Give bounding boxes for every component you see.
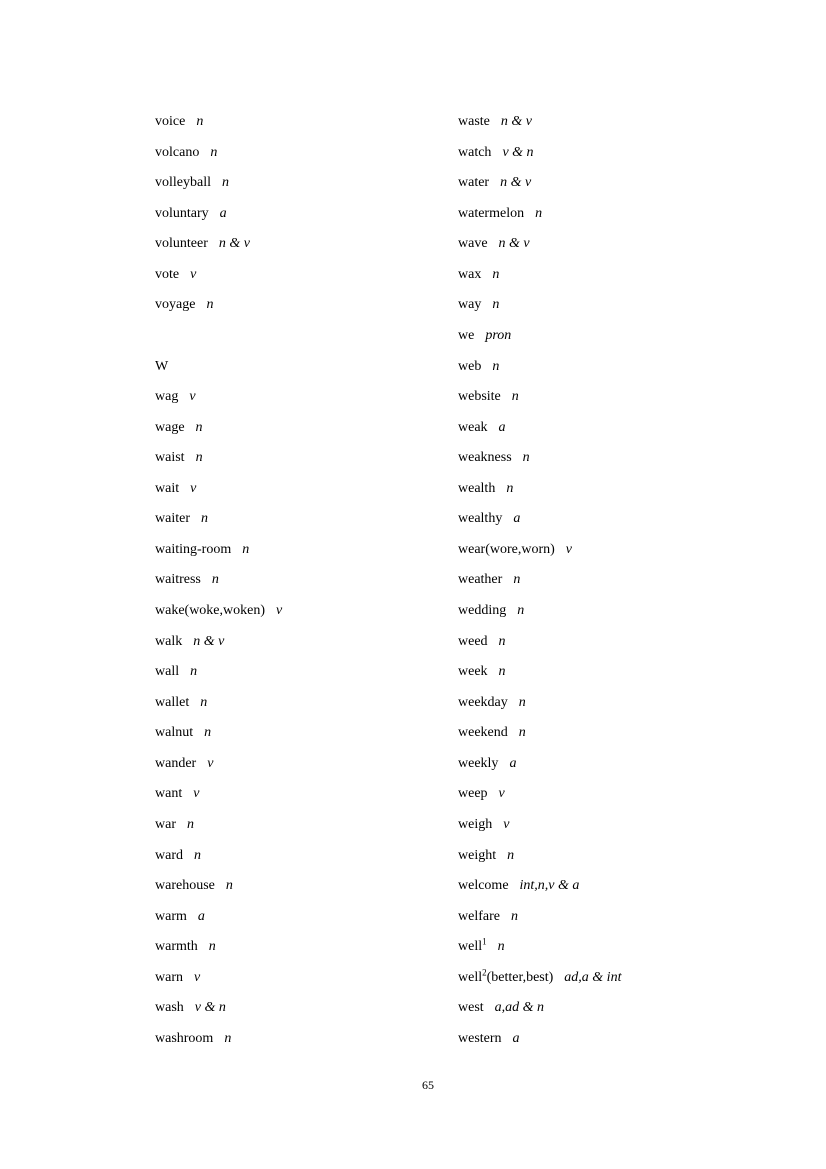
- word-entry: [458, 290, 621, 321]
- entry-word: ward: [155, 847, 183, 863]
- entry-part-of-speech: a: [498, 419, 506, 435]
- entry-part-of-speech: v: [190, 480, 197, 496]
- entry-part-of-speech: n: [535, 205, 543, 221]
- entry-part-of-speech: n: [204, 725, 212, 741]
- word-entry: [155, 443, 282, 474]
- word-entry: [155, 627, 282, 658]
- word-entry: [458, 565, 621, 596]
- entry-word: war: [155, 816, 176, 832]
- entry-part-of-speech: v & n: [502, 144, 534, 160]
- entry-part-of-speech: n: [200, 694, 208, 710]
- entry-part-of-speech: n: [211, 572, 219, 588]
- entry-word: warn: [155, 969, 183, 985]
- entry-part-of-speech: a: [512, 1030, 520, 1046]
- entry-part-of-speech: n & v: [500, 175, 532, 191]
- entry-word: watermelon: [458, 205, 525, 221]
- word-entry: [458, 902, 621, 933]
- entry-word: wash: [155, 1000, 184, 1016]
- word-entry: [155, 229, 282, 260]
- entry-word: water: [458, 175, 490, 191]
- entry-part-of-speech: n: [513, 572, 521, 588]
- page-number: 65: [422, 1078, 434, 1092]
- entry-part-of-speech: n: [187, 816, 194, 832]
- entry-word: wake(woke,woken): [155, 603, 266, 618]
- entry-part-of-speech: v: [498, 786, 505, 802]
- word-entry: [458, 260, 621, 291]
- entry-word: walk: [155, 633, 183, 649]
- entry-part-of-speech: n: [224, 1030, 232, 1046]
- entry-part-of-speech: n & v: [193, 633, 225, 649]
- entry-word: waiting-room: [155, 541, 232, 557]
- entry-word: weekly: [458, 755, 499, 771]
- word-entry: [155, 260, 282, 291]
- word-entry: [458, 871, 621, 902]
- entry-part-of-speech: n: [492, 358, 500, 374]
- word-entry: [458, 321, 621, 352]
- homograph-number: 2: [482, 967, 487, 978]
- entry-part-of-speech: n: [498, 633, 506, 649]
- entry-word: walnut: [155, 725, 194, 741]
- word-entry: [155, 290, 282, 321]
- entry-word: washroom: [155, 1030, 214, 1046]
- entry-word: volleyball: [155, 175, 211, 191]
- entry-part-of-speech: n: [517, 603, 525, 618]
- word-entry: [155, 993, 282, 1024]
- entry-part-of-speech: n: [225, 878, 233, 894]
- entry-part-of-speech: n: [200, 511, 208, 527]
- entry-part-of-speech: a: [197, 908, 205, 924]
- entry-word: want: [155, 786, 183, 802]
- section-letter: W: [155, 358, 169, 374]
- right-column: [458, 107, 621, 1054]
- entry-word: vote: [155, 266, 180, 282]
- entry-word: web: [458, 358, 482, 374]
- entry-word: weakness: [458, 450, 512, 466]
- entry-part-of-speech: v: [503, 816, 510, 832]
- entry-part-of-speech: v: [189, 389, 196, 405]
- word-entry: [458, 382, 621, 413]
- entry-word: we: [458, 327, 475, 343]
- entry-part-of-speech: n: [506, 480, 514, 496]
- word-entry: [458, 1024, 621, 1055]
- entry-part-of-speech: n: [522, 450, 530, 466]
- entry-word: warehouse: [155, 878, 215, 894]
- entry-word: weep: [458, 786, 488, 802]
- entry-word: welcome: [458, 878, 509, 894]
- entry-word: voice: [155, 114, 186, 129]
- entry-word: week: [458, 664, 488, 680]
- entry-word: wealth: [458, 480, 496, 496]
- word-entry: [458, 413, 621, 444]
- entry-part-of-speech: n: [498, 664, 506, 680]
- entry-word: warmth: [155, 939, 198, 955]
- entry-part-of-speech: v: [194, 969, 201, 985]
- entry-word: western: [458, 1030, 502, 1046]
- word-entry: [155, 688, 282, 719]
- word-entry: [458, 657, 621, 688]
- entry-part-of-speech: n: [497, 939, 505, 955]
- word-entry: [155, 596, 282, 627]
- entry-part-of-speech: v: [207, 755, 214, 771]
- word-entry: [458, 138, 621, 169]
- entry-word: website: [458, 389, 501, 405]
- entry-part-of-speech: n & v: [218, 236, 250, 252]
- entry-word: west: [458, 1000, 484, 1016]
- entry-part-of-speech: n: [507, 847, 515, 863]
- entry-word: wage: [155, 419, 185, 435]
- entry-part-of-speech: n: [190, 664, 198, 680]
- homograph-number: 1: [482, 936, 487, 947]
- entry-word: volunteer: [155, 236, 208, 252]
- word-entry: [458, 504, 621, 535]
- entry-word: waiter: [155, 511, 190, 527]
- word-entry: [155, 535, 282, 566]
- entry-word: wall: [155, 664, 180, 680]
- entry-word: weight: [458, 847, 497, 863]
- entry-word: welfare: [458, 908, 500, 924]
- entry-part-of-speech: ad,a & int: [564, 969, 622, 985]
- entry-part-of-speech: pron: [485, 327, 512, 343]
- blank-row: [155, 321, 282, 352]
- entry-word: wag: [155, 389, 179, 405]
- entry-part-of-speech: n: [511, 389, 519, 405]
- word-entry: [155, 749, 282, 780]
- entry-word: waitress: [155, 572, 201, 588]
- entry-word: weed: [458, 633, 488, 649]
- entry-word: wax: [458, 266, 482, 282]
- entry-word: well$^1$: [458, 936, 487, 955]
- entry-word: well$^2$(better,best): [458, 967, 554, 985]
- word-entry: [155, 718, 282, 749]
- entry-part-of-speech: a: [513, 511, 521, 527]
- word-entry: [155, 932, 282, 963]
- entry-part-of-speech: v: [276, 603, 283, 618]
- entry-word: watch: [458, 144, 492, 160]
- entry-word: wander: [155, 755, 197, 771]
- word-entry: [458, 229, 621, 260]
- word-entry: [155, 413, 282, 444]
- section-heading: [155, 352, 282, 383]
- entry-part-of-speech: a: [509, 755, 517, 771]
- word-entry: [458, 718, 621, 749]
- word-entry: [155, 1024, 282, 1055]
- word-entry: [155, 902, 282, 933]
- entry-part-of-speech: n: [492, 266, 500, 282]
- entry-word: waste: [458, 114, 490, 129]
- word-entry: [155, 168, 282, 199]
- entry-word: wedding: [458, 603, 507, 618]
- word-entry: [155, 657, 282, 688]
- entry-part-of-speech: n: [196, 114, 204, 129]
- entry-part-of-speech: n & v: [500, 114, 532, 129]
- entry-part-of-speech: n: [210, 144, 218, 160]
- word-entry: [155, 810, 282, 841]
- word-entry: [458, 168, 621, 199]
- word-entry: [155, 199, 282, 230]
- entry-part-of-speech: v: [565, 541, 573, 557]
- entry-part-of-speech: a: [219, 205, 227, 221]
- entry-word: wave: [458, 236, 488, 252]
- word-entry: [458, 810, 621, 841]
- word-entry: [458, 841, 621, 872]
- entry-word: wait: [155, 480, 180, 496]
- entry-part-of-speech: n: [208, 939, 216, 955]
- word-entry: [155, 565, 282, 596]
- entry-part-of-speech: v: [190, 266, 197, 282]
- entry-part-of-speech: n: [510, 908, 518, 924]
- entry-part-of-speech: n: [195, 450, 203, 466]
- word-entry: [155, 107, 282, 138]
- entry-part-of-speech: n: [206, 297, 214, 313]
- word-entry: [458, 627, 621, 658]
- word-entry: [155, 963, 282, 994]
- entry-word: volcano: [155, 144, 200, 160]
- word-entry: [458, 443, 621, 474]
- entry-part-of-speech: n: [242, 541, 250, 557]
- entry-part-of-speech: v: [193, 786, 200, 802]
- word-entry: [155, 138, 282, 169]
- word-entry: [458, 688, 621, 719]
- entry-part-of-speech: int,n,v & a: [519, 878, 580, 894]
- word-entry: [458, 993, 621, 1024]
- word-entry: [155, 504, 282, 535]
- word-entry: [458, 474, 621, 505]
- entry-word: wallet: [155, 694, 190, 710]
- entry-part-of-speech: n: [518, 694, 526, 710]
- word-entry: [458, 932, 621, 963]
- entry-part-of-speech: a,ad & n: [494, 1000, 545, 1016]
- entry-part-of-speech: n: [518, 725, 526, 741]
- entry-part-of-speech: n: [222, 175, 229, 191]
- entry-word: way: [458, 297, 482, 313]
- entry-part-of-speech: v & n: [194, 1000, 226, 1016]
- entry-part-of-speech: n & v: [498, 236, 530, 252]
- word-entry: [155, 382, 282, 413]
- word-entry: [155, 841, 282, 872]
- word-entry: [155, 779, 282, 810]
- entry-word: wear(wore,worn): [458, 541, 555, 557]
- word-entry: [458, 963, 621, 994]
- word-entry: [458, 352, 621, 383]
- word-entry: [155, 474, 282, 505]
- entry-word: voyage: [155, 297, 196, 313]
- entry-word: waist: [155, 450, 185, 466]
- entry-word: weekday: [458, 694, 508, 710]
- entry-word: weak: [458, 419, 488, 435]
- word-entry: [458, 749, 621, 780]
- entry-word: wealthy: [458, 511, 503, 527]
- entry-word: warm: [155, 908, 187, 924]
- word-entry: [458, 199, 621, 230]
- entry-part-of-speech: n: [195, 419, 203, 435]
- word-entry: [155, 871, 282, 902]
- word-entry: [458, 107, 621, 138]
- entry-part-of-speech: n: [492, 297, 500, 313]
- entry-part-of-speech: n: [194, 847, 201, 863]
- entry-word: weather: [458, 572, 503, 588]
- entry-word: weigh: [458, 816, 493, 832]
- entry-word: weekend: [458, 725, 508, 741]
- word-entry: [458, 535, 621, 566]
- left-column: [155, 107, 282, 1054]
- word-entry: [458, 779, 621, 810]
- entry-word: voluntary: [155, 205, 209, 221]
- word-entry: [458, 596, 621, 627]
